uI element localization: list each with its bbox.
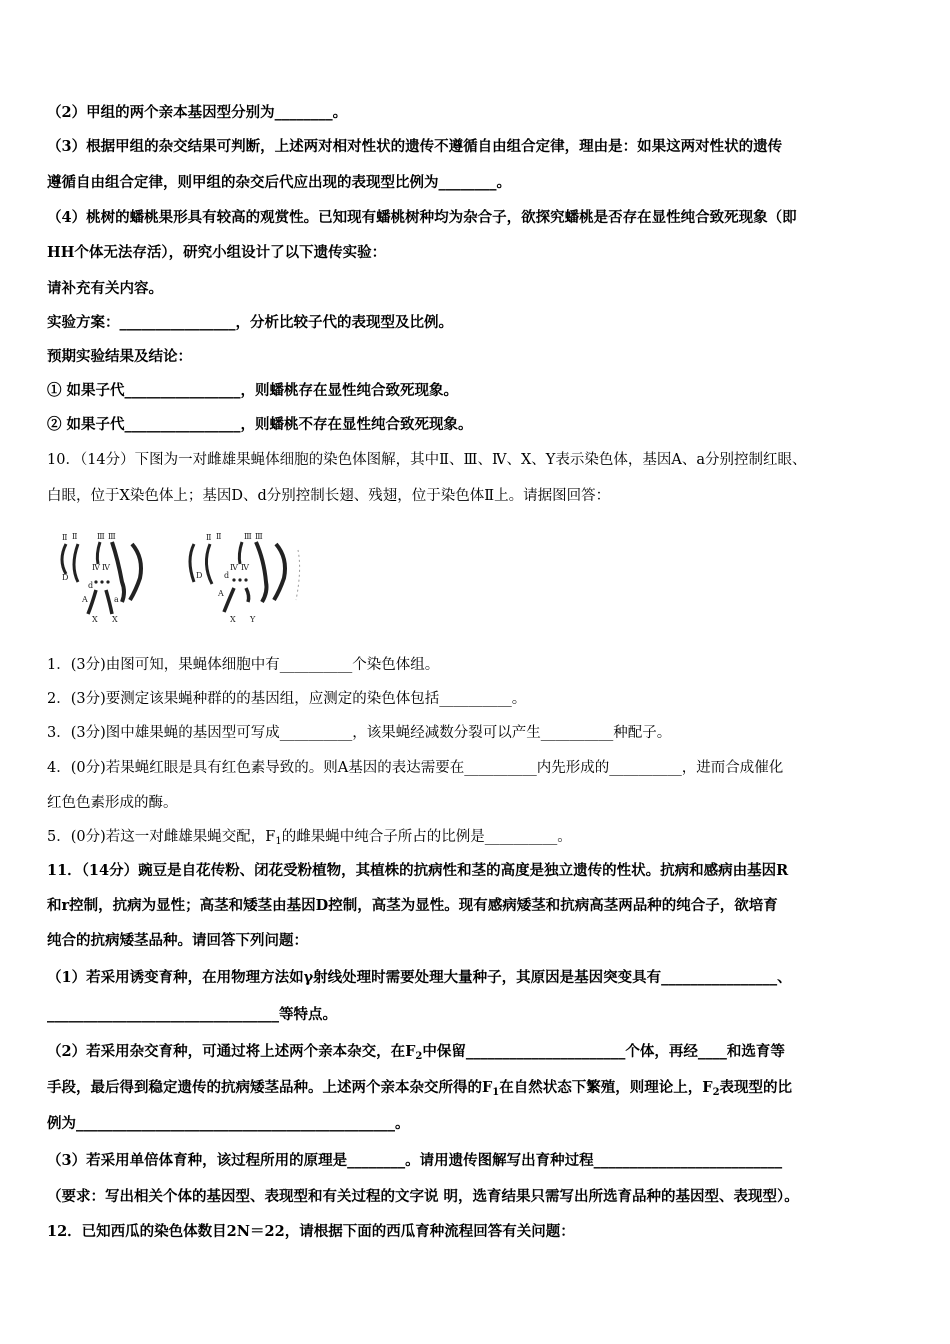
male-roman-5: Ⅳ: [230, 563, 238, 572]
line-q10-1: 1．(3分)由图可知，果蝇体细胞中有__________个染色体组。: [47, 657, 440, 673]
q11-2a-subscript: 2: [415, 1051, 423, 1062]
male-gene-D: D: [196, 571, 203, 580]
line-q10-3: 3．(3分)图中雄果蝇的基因型可写成__________，该果蝇经减数分裂可以产生__________种配子。: [47, 725, 672, 741]
female-roman-3: Ⅲ: [97, 532, 105, 541]
female-roman-1: Ⅱ: [62, 533, 68, 542]
line-q3-b: 遵循自由组合定律，则甲组的杂交后代应出现的表现型比例为________。: [47, 174, 511, 191]
male-roman-3: Ⅲ: [244, 532, 252, 541]
male-roman-6: Ⅳ: [241, 563, 249, 572]
line-q4-plan: 实验方案：________________，分析比较子代的表现型及比例。: [47, 314, 453, 331]
line-q11-2-a: [47, 1042, 903, 1067]
line-q2: （2）甲组的两个亲本基因型分别为________。: [47, 104, 348, 121]
line-q11-1-a: （1）若采用诱变育种，在用物理方法如γ射线处理时需要处理大量种子，其原因是基因突变具有________________、: [47, 969, 792, 986]
female-sex-2: X: [112, 615, 118, 624]
female-karyotype: [62, 532, 141, 624]
female-gene-D: D: [62, 573, 69, 582]
female-roman-5: Ⅳ: [92, 563, 100, 572]
line-q4-b: HH个体无法存活），研究小组设计了以下遗传实验：: [47, 244, 387, 261]
male-roman-2: Ⅱ: [216, 532, 222, 541]
chromosome-figure: [52, 530, 312, 630]
female-roman-4: Ⅲ: [108, 532, 116, 541]
line-q4-a: （4）桃树的蟠桃果形具有较高的观赏性。已知现有蟠桃树种均为杂合子，欲探究蟠桃是否存在显性纯合致死现象（即: [47, 209, 797, 226]
q11-2b-text-c: 表现型的比: [719, 1079, 793, 1096]
male-sex-1: X: [230, 615, 236, 624]
line-q11-1-b: ________________________________等特点。: [47, 1006, 337, 1023]
line-q4-r1: ① 如果子代________________，则蟠桃存在显性纯合致死现象。: [47, 382, 459, 399]
line-q11-2-c: 例为____________________________________________。: [47, 1115, 410, 1132]
male-roman-4: Ⅲ: [255, 532, 263, 541]
line-q11-3-b: （要求：写出相关个体的基因型、表现型和有关过程的文字说 明，选育结果只需写出所选育品种的基因型、表现型）。: [47, 1188, 799, 1205]
female-gene-A: A: [82, 595, 88, 604]
line-q10-4-a: 4．(0分)若果蝇红眼是具有红色素导致的。则A基因的表达需要在__________内先形成的__________，进而合成催化: [47, 760, 784, 776]
line-q10-4-b: 红色色素形成的酶。: [47, 795, 178, 811]
male-roman-1: Ⅱ: [206, 533, 212, 542]
female-sex-1: X: [92, 615, 98, 624]
female-gene-a: a: [114, 595, 119, 604]
line-q10-5: [47, 827, 903, 852]
line-q10-2: 2．(3分)要测定该果蝇种群的的基因组，应测定的染色体包括__________。: [47, 691, 527, 707]
line-q4-expect: 预期实验结果及结论：: [47, 348, 192, 365]
q11-2b-text-a: 手段，最后得到稳定遗传的抗病矮茎品种。上述两个亲本杂交所得的F: [47, 1079, 493, 1096]
male-sex-2: Y: [250, 615, 256, 624]
q10-5-subscript: 1: [275, 836, 282, 847]
q10-5-text-a: 5．(0分)若这一对雌雄果蝇交配，F: [47, 829, 276, 845]
q11-2b-subscript-1: 1: [492, 1087, 500, 1098]
line-q11-3-a: （3）若采用单倍体育种，该过程所用的原理是________。请用遗传图解写出育种过程__________________________: [47, 1152, 783, 1169]
line-q12: 12．已知西瓜的染色体数目2N＝22，请根据下面的西瓜育种流程回答有关问题：: [47, 1223, 575, 1240]
male-gene-d: d: [224, 571, 230, 580]
q10-5-text-b: 的雌果蝇中纯合子所占的比例是__________。: [281, 829, 572, 845]
female-roman-6: Ⅳ: [102, 563, 110, 572]
female-gene-d: d: [88, 581, 94, 590]
female-roman-2: Ⅱ: [72, 532, 78, 541]
line-q10-a: 10．（14分）下图为一对雌雄果蝇体细胞的染色体图解，其中Ⅱ、Ⅲ、Ⅳ、X、Y表示染色体，基因A、a分别控制红眼、: [47, 452, 807, 468]
line-q11-c: 纯合的抗病矮茎品种。请回答下列问题：: [47, 932, 308, 949]
line-q3-a: （3）根据甲组的杂交结果可判断，上述两对相对性状的遗传不遵循自由组合定律，理由是：如果这两对性状的遗传: [47, 138, 783, 155]
line-q11-b: 和r控制，抗病为显性；高茎和矮茎由基因D控制，高茎为显性。现有感病矮茎和抗病高茎两品种的纯合子，欲培育: [47, 897, 778, 914]
q11-2a-text-a: （2）若采用杂交育种，可通过将上述两个亲本杂交，在F: [47, 1043, 416, 1060]
q11-2a-text-b: 中保留______________________个体，再经____和选育等: [422, 1043, 785, 1060]
line-q11-2-b: [47, 1078, 903, 1103]
line-q4-c: 请补充有关内容。: [47, 280, 163, 297]
line-q4-r2: ② 如果子代________________，则蟠桃不存在显性纯合致死现象。: [47, 416, 473, 433]
q11-2b-text-b: 在自然状态下繁殖，则理论上，F: [499, 1079, 713, 1096]
line-q11-a: 11．（14分）豌豆是自花传粉、闭花受粉植物，其植株的抗病性和茎的高度是独立遗传的性状。抗病和感病由基因R: [47, 862, 789, 879]
line-q10-b: 白眼，位于X染色体上；基因D、d分别控制长翅、残翅，位于染色体Ⅱ上。请据图回答：: [47, 488, 611, 504]
male-karyotype: [190, 532, 300, 624]
male-gene-A: A: [218, 589, 224, 598]
q11-2b-subscript-2: 2: [712, 1087, 720, 1098]
